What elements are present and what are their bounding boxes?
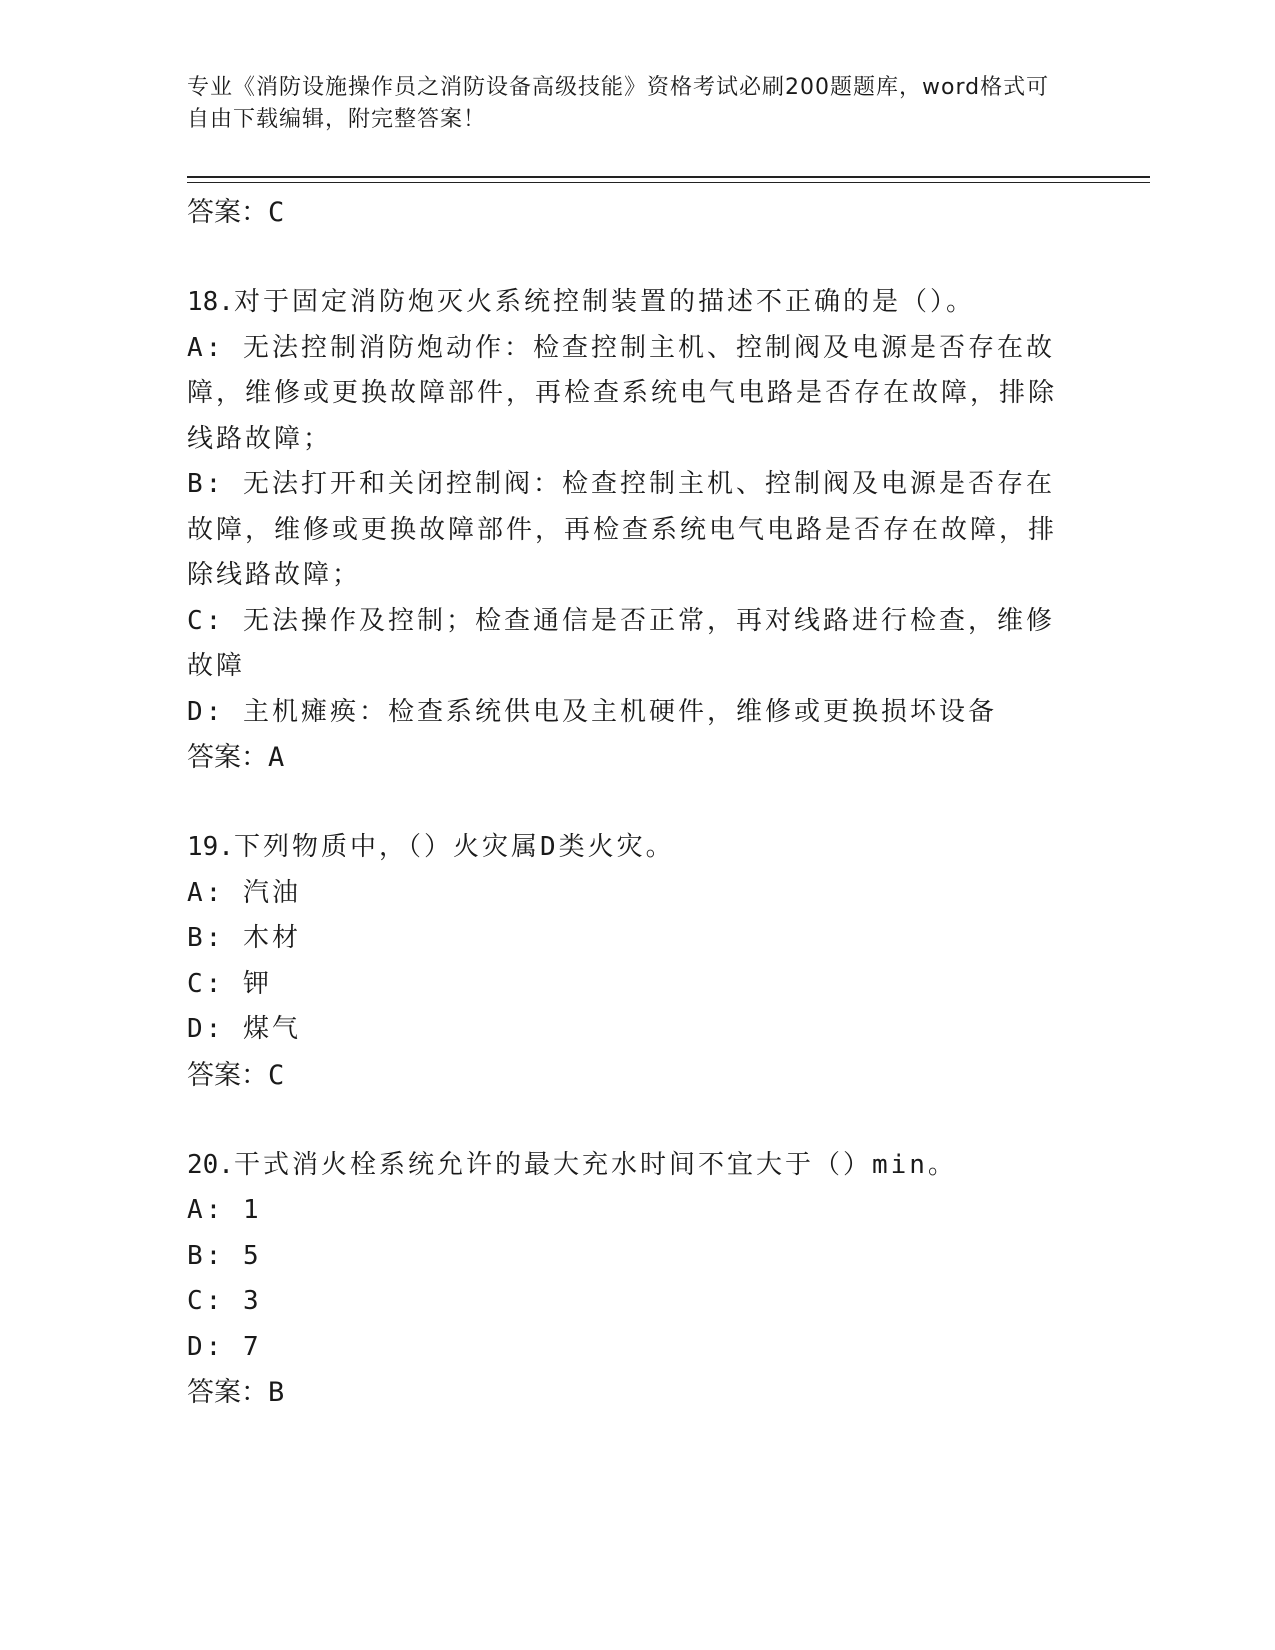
question-number: 20.: [187, 1149, 234, 1180]
answer-label: 答案：: [187, 197, 268, 228]
answer-value: C: [268, 1059, 285, 1091]
option-b: B: 5: [187, 1240, 262, 1271]
option-b: B: 木材: [187, 923, 301, 953]
question-text: 19.下列物质中，（）火灾属D类火灾。: [187, 832, 675, 862]
option-c: C: 钾: [187, 968, 272, 999]
header-rule-thick: [187, 176, 1150, 178]
question-number: 19.: [187, 832, 234, 862]
question-text: 18.对于固定消防炮灭火系统控制装置的描述不正确的是（）。: [187, 287, 975, 317]
option-a: A: 1: [187, 1195, 262, 1225]
question-19: [187, 825, 1077, 1098]
answer-line: [187, 735, 1077, 780]
option-d: D: 煤气: [187, 1014, 301, 1044]
question-20: [187, 1143, 1077, 1416]
option-b: B: 无法打开和关闭控制阀：检查控制主机、控制阀及电源是否存在故障，维修或更换故障部件，再检查系统电气电路是否存在故障，排除线路故障；: [187, 469, 1058, 590]
option-a: A: 汽油: [187, 877, 301, 908]
answer-label: 答案：: [187, 1377, 268, 1408]
option-d: D: 主机瘫痪：检查系统供电及主机硬件，维修或更换损坏设备: [187, 696, 997, 727]
question-18: [187, 280, 1077, 780]
option-a: A: 无法控制消防炮动作：检查控制主机、控制阀及电源是否存在故障，维修或更换故障部件，再检查系统电气电路是否存在故障，排除线路故障；: [187, 332, 1058, 454]
answer-line: [187, 1370, 1077, 1415]
option-c: C: 3: [187, 1286, 262, 1316]
option-c: C: 无法操作及控制；检查通信是否正常，再对线路进行检查，维修故障: [187, 605, 1055, 681]
answer-line: [187, 1053, 1077, 1098]
answer-label: 答案：: [187, 742, 268, 773]
answer-value: B: [268, 1377, 285, 1408]
question-list: [187, 190, 1077, 1415]
answer-value: C: [268, 197, 285, 228]
answer-label: 答案：: [187, 1059, 268, 1091]
option-d: D: 7: [187, 1331, 262, 1362]
answer-line: [187, 190, 1077, 235]
answer-value: A: [268, 742, 285, 773]
question-number: 18.: [187, 287, 234, 317]
page-header: 专业《消防设施操作员之消防设备高级技能》资格考试必刷200题题库，word格式可自由下载编辑，附完整答案！: [187, 75, 1050, 132]
header-rule-thin: [187, 182, 1150, 183]
question-text: 20.干式消火栓系统允许的最大充水时间不宜大于（）min。: [187, 1149, 957, 1180]
